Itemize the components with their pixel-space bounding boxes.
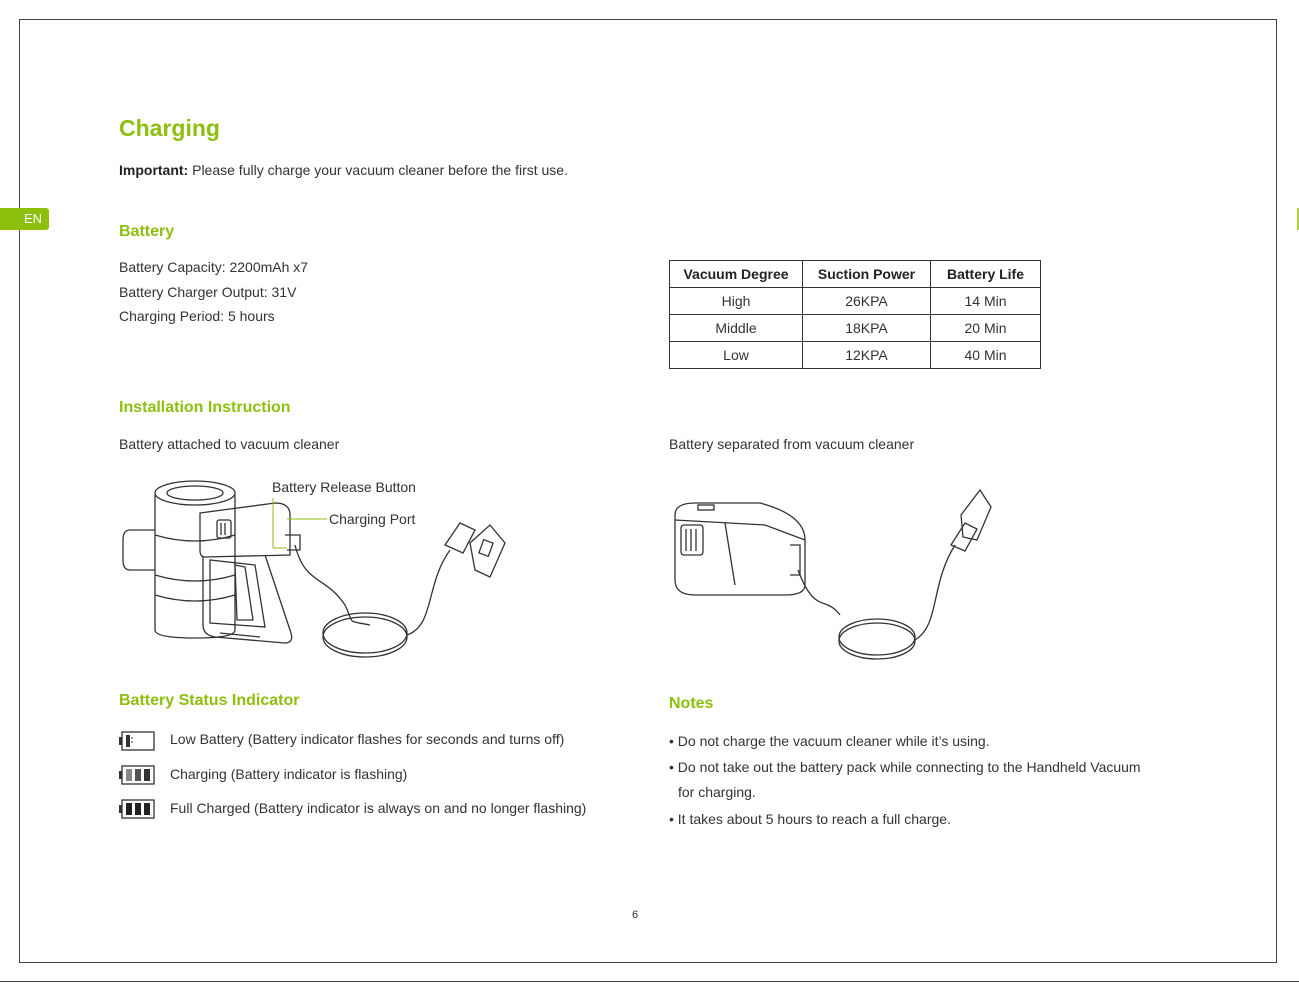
page-title: Charging	[119, 115, 220, 141]
charging-port-label: Charging Port	[329, 511, 416, 527]
battery-heading: Battery	[119, 223, 175, 240]
low-battery-icon	[119, 731, 155, 751]
separated-caption: Battery separated from vacuum cleaner	[669, 436, 915, 452]
table-cell: High	[670, 288, 803, 315]
language-tab: EN	[0, 208, 49, 230]
table-cell: 12KPA	[803, 342, 931, 369]
important-label: Important:	[119, 162, 189, 178]
note-item: • Do not take out the battery pack while connecting to the Handheld Vacuum	[669, 759, 1141, 775]
table-header: Vacuum Degree	[670, 261, 803, 288]
table-header: Battery Life	[931, 261, 1041, 288]
status-charging-text: Charging (Battery indicator is flashing)	[170, 766, 408, 782]
battery-release-button-label: Battery Release Button	[272, 479, 416, 495]
battery-separated-illustration	[665, 485, 1000, 670]
table-cell: 40 Min	[931, 342, 1041, 369]
status-low-text: Low Battery (Battery indicator flashes for seconds and turns off)	[170, 731, 565, 747]
full-battery-icon	[119, 799, 155, 819]
note-item: • It takes about 5 hours to reach a full charge.	[669, 811, 951, 827]
table-cell: 20 Min	[931, 315, 1041, 342]
battery-capacity: Battery Capacity: 2200mAh x7	[119, 259, 309, 275]
battery-charger-output: Battery Charger Output: 31V	[119, 284, 297, 300]
table-row	[670, 342, 1041, 369]
table-row	[670, 288, 1041, 315]
note-item: • Do not charge the vacuum cleaner while it’s using.	[669, 733, 990, 749]
table-cell: 18KPA	[803, 315, 931, 342]
charging-period: Charging Period: 5 hours	[119, 308, 275, 324]
table-cell: Low	[670, 342, 803, 369]
table-header: Suction Power	[803, 261, 931, 288]
charging-battery-icon	[119, 765, 155, 785]
table-header-row	[670, 261, 1041, 288]
table-cell: 26KPA	[803, 288, 931, 315]
status-heading: Battery Status Indicator	[119, 692, 300, 709]
vacuum-attached-illustration	[115, 475, 515, 670]
important-note	[119, 162, 568, 178]
table-row	[670, 315, 1041, 342]
table-cell: 14 Min	[931, 288, 1041, 315]
installation-heading: Installation Instruction	[119, 399, 291, 416]
bottom-rule	[0, 981, 1299, 982]
note-item: for charging.	[678, 784, 756, 800]
attached-caption: Battery attached to vacuum cleaner	[119, 436, 340, 452]
spec-table	[669, 260, 1041, 369]
important-text: Please fully charge your vacuum cleaner before the first use.	[188, 162, 568, 178]
table-cell: Middle	[670, 315, 803, 342]
page-number: 6	[632, 909, 639, 921]
status-full-text: Full Charged (Battery indicator is always on and no longer flashing)	[170, 800, 587, 816]
notes-heading: Notes	[669, 695, 714, 712]
